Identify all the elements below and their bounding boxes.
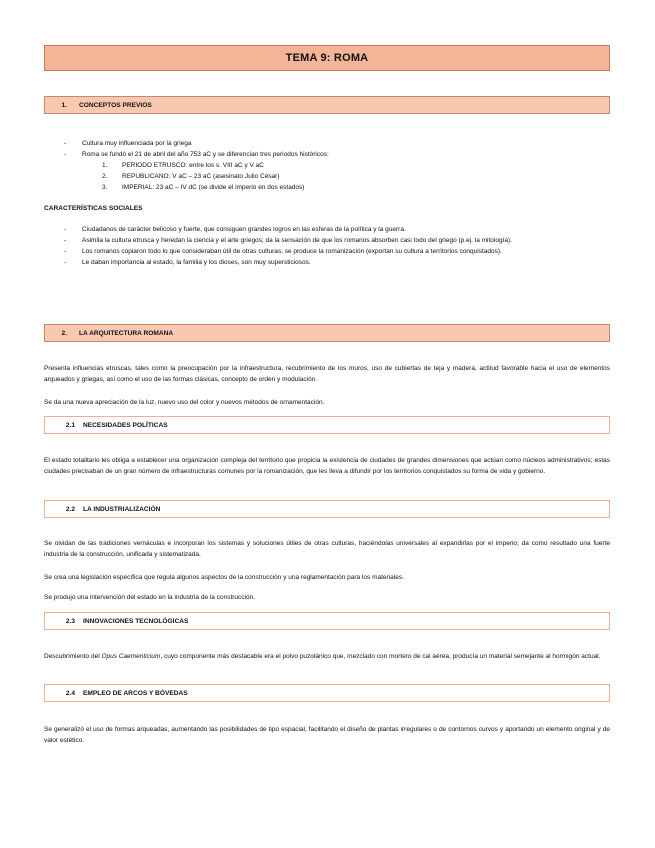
page-title xyxy=(44,45,610,71)
subsection-heading-2-3 xyxy=(44,612,610,630)
subsection-heading-2-1 xyxy=(44,416,610,434)
period-text: REPUBLICANO: V aC – 23 aC (asesinato Julio César) xyxy=(122,173,280,180)
paragraph: Presenta influencias etruscas, tales como la preocupación por la infraestructura, recubrimiento de los muros, uso de cubiertas de teja y madera, actitud favorable hacia el uso de elementos arqueados y griegas, así como el uso de las formas clásicas, concepto de orden y modulación. xyxy=(44,365,610,383)
period-item xyxy=(82,160,610,171)
section-heading-1 xyxy=(44,96,610,114)
section-title: LA ARQUITECTURA ROMANA xyxy=(79,329,174,337)
subsection-title: EMPLEO DE ARCOS Y BÓVEDAS xyxy=(83,689,188,697)
period-text: PERIODO ETRUSCO: entre los s. VIII aC y V aC xyxy=(122,162,264,169)
list-item: - Los romanos copiaron todo lo que consideraban útil de otras culturas; se produce la romanización (exportan su cultura a territorios conquistados). xyxy=(44,246,610,257)
list-item xyxy=(44,149,610,193)
subsection-number: 2.1 xyxy=(65,421,75,429)
paragraph: Se produjo una intervención del estado en la industria de la construcción. xyxy=(44,594,256,601)
subsection-number: 2.4 xyxy=(65,689,75,697)
emphasis-term: Opus Caementicium xyxy=(101,653,161,660)
list-item xyxy=(44,138,610,149)
subsection-title: LA INDUSTRIALIZACIÓN xyxy=(83,505,161,513)
page-title-text: TEMA 9: ROMA xyxy=(285,52,369,64)
conceptos-list xyxy=(44,138,610,193)
paragraph: El estado totalitario les obliga a establecer una organización compleja del territorio que propicia la existencia de ciudades de grandes dimensiones que actúan como núcleos administrativos; estas ciudades precisaban de un gran número de infraestructuras comunes por la romanización, que les lleva a difundir por los territorios conquistados su forma de vida y gobierno. xyxy=(44,457,610,475)
list-item: - Ciudadanos de carácter belicoso y fuerte, que consiguen grandes logros en las esferas de la política y la guerra. xyxy=(44,224,610,235)
list-item-text: Roma se fundó el 21 de abril del año 753 aC y se diferencian tres periodos históricos: xyxy=(82,151,329,158)
section-title: CONCEPTOS PREVIOS xyxy=(79,101,152,109)
caracteristicas-list xyxy=(44,224,610,268)
text-run: , cuyo componente más destacable era el polvo puzolánico que, mezclado con mortero de cal aérea, producía un material semejante al hormigón actual. xyxy=(160,653,601,660)
text-run: Descubrimiento del xyxy=(44,653,102,660)
paragraph: Se generalizó el uso de formas arqueadas, aumentando las posibilidades de tipo espacial, facilitando el diseño de plantas irregulares o de contornos curvos y aportando un elemento original y de valor estético. xyxy=(44,726,610,744)
subsection-heading-2-4 xyxy=(44,684,610,702)
paragraph: Se crea una legislación específica que regula algunos aspectos de la construcción y una reglamentación para los materiales. xyxy=(44,574,404,581)
list-item: - Le daban importancia al estado, la familia y los dioses, son muy supersticiosos. xyxy=(44,257,610,268)
period-number: 2. xyxy=(102,173,108,180)
list-item: - Asimila la cultura etrusca y heredan la ciencia y el arte griegos; da la sensación de que los romanos absorben casi todo del griego (p.ej. la mitología). xyxy=(44,235,610,246)
section-number: 1. xyxy=(61,101,67,109)
period-number: 3. xyxy=(102,184,108,191)
list-item-text: Cultura muy influenciada por la griega xyxy=(82,140,192,147)
section-number: 2. xyxy=(61,329,67,337)
periods-list xyxy=(82,160,610,193)
period-item xyxy=(82,171,610,182)
caracteristicas-heading: CARACTERÍSTICAS SOCIALES xyxy=(44,205,143,212)
subsection-title: INNOVACIONES TECNOLÓGICAS xyxy=(83,617,189,625)
subsection-title: NECESIDADES POLÍTICAS xyxy=(83,421,168,429)
period-number: 1. xyxy=(102,162,108,169)
period-text: IMPERIAL: 23 aC – IV dC (se divide el imperio en dos estados) xyxy=(122,184,305,191)
subsection-number: 2.3 xyxy=(65,617,75,625)
paragraph xyxy=(44,651,610,662)
paragraph: Se olvidan de las tradiciones vernáculas e incorporan los sistemas y soluciones útiles de otras culturas, haciéndolas universales al expandirlas por el imperio; da como resultado una fuerte industria de la construcción, unificada y sistematizada. xyxy=(44,540,610,558)
paragraph: Se da una nueva apreciación de la luz, nuevo uso del color y nuevos métodos de ornamentación. xyxy=(44,399,325,406)
subsection-heading-2-2 xyxy=(44,500,610,518)
subsection-number: 2.2 xyxy=(65,505,75,513)
section-heading-2 xyxy=(44,324,610,342)
period-item xyxy=(82,182,610,193)
